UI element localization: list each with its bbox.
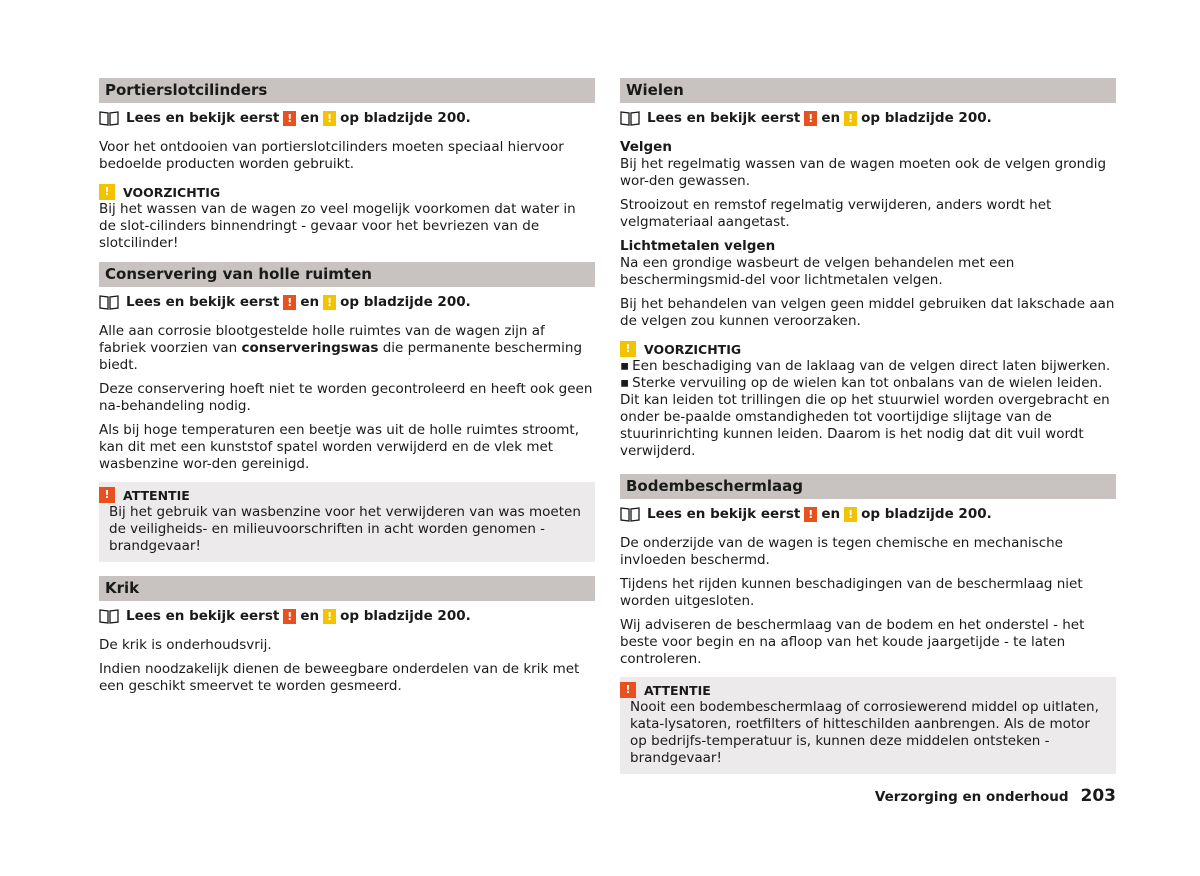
caution-text: Bij het wassen van de wagen zo veel mogelijk voorkomen dat water in de slot-cilinders binnendringt - gevaar voor het bevriezen van de slotcilinder! xyxy=(99,201,576,251)
section-title-krik: Krik xyxy=(99,576,595,601)
reference-line xyxy=(99,109,595,127)
warning-icon: ! xyxy=(283,111,296,126)
warning-text: Nooit een bodembeschermlaag of corrosiewerend middel op uitlaten, kata-lysatoren, roetfilters of hitteschilden aanbrengen. Als de motor op bedrijfs-temperatuur is, kunnen deze middelen ontsteken - brandgevaar! xyxy=(630,699,1099,766)
page-number: 203 xyxy=(1080,786,1116,806)
ref-prefix: Lees en bekijk eerst xyxy=(647,110,801,126)
warning-icon: ! xyxy=(804,507,817,522)
paragraph: De onderzijde van de wagen is tegen chemische en mechanische invloeden beschermd. xyxy=(620,535,1063,568)
caution-label: VOORZICHTIG xyxy=(644,341,742,357)
ref-prefix: Lees en bekijk eerst xyxy=(647,506,801,522)
ref-suffix: op bladzijde 200. xyxy=(340,608,471,624)
warning-box xyxy=(99,482,595,562)
section-title-bodembeschermlaag: Bodembeschermlaag xyxy=(620,474,1116,499)
ref-suffix: op bladzijde 200. xyxy=(861,110,992,126)
caution-icon: ! xyxy=(844,507,857,522)
caution-heading xyxy=(99,183,595,201)
reference-line xyxy=(99,293,595,311)
ref-prefix: Lees en bekijk eerst xyxy=(126,608,280,624)
warning-text: Bij het gebruik van wasbenzine voor het verwijderen van was moeten de veiligheids- en milieuvoorschriften in acht worden genomen - brandgevaar! xyxy=(109,504,581,554)
warning-icon: ! xyxy=(283,609,296,624)
reference-line xyxy=(620,505,1116,523)
paragraph xyxy=(99,323,595,374)
ref-and: en xyxy=(300,294,320,310)
text-run: die permanente bescherming biedt. xyxy=(99,340,583,373)
caution-icon: ! xyxy=(323,111,336,126)
paragraph: De krik is onderhoudsvrij. xyxy=(99,637,272,653)
warning-icon: ! xyxy=(99,487,115,503)
paragraph: Als bij hoge temperaturen een beetje was uit de holle ruimtes stroomt, kan dit met een kunststof spatel worden verwijderd en de vlek met wasbenzine wor-den gereinigd. xyxy=(99,422,580,472)
reference-line xyxy=(620,109,1116,127)
warning-icon: ! xyxy=(620,682,636,698)
ref-suffix: op bladzijde 200. xyxy=(340,110,471,126)
caution-label: VOORZICHTIG xyxy=(123,184,221,200)
reference-line xyxy=(99,607,595,625)
caution-icon: ! xyxy=(620,341,636,357)
paragraph: Bij het behandelen van velgen geen middel gebruiken dat lakschade aan de velgen zou kunnen veroorzaken. xyxy=(620,296,1115,329)
paragraph: Deze conservering hoeft niet te worden gecontroleerd en heeft ook geen na-behandeling nodig. xyxy=(99,381,593,414)
warning-heading xyxy=(99,486,585,504)
ref-and: en xyxy=(821,506,841,522)
section-title-portierslotcilinders: Portierslotcilinders xyxy=(99,78,595,103)
ref-prefix: Lees en bekijk eerst xyxy=(126,110,280,126)
ref-prefix: Lees en bekijk eerst xyxy=(126,294,280,310)
caution-icon: ! xyxy=(99,184,115,200)
ref-and: en xyxy=(300,110,320,126)
paragraph: Wij adviseren de beschermlaag van de bodem en het onderstel - het beste voor begin en na afloop van het koude jaargetijde - te laten controleren. xyxy=(620,617,1085,667)
caution-icon: ! xyxy=(323,295,336,310)
text-run: Alle aan corrosie blootgestelde holle ruimtes van de wagen zijn af fabriek voorzien van xyxy=(99,323,545,356)
paragraph: Bij het regelmatig wassen van de wagen moeten ook de velgen grondig wor-den gewassen. xyxy=(620,156,1107,189)
paragraph: Tijdens het rijden kunnen beschadigingen van de beschermlaag niet worden uitgesloten. xyxy=(620,576,1083,609)
bold-term: conserveringswas xyxy=(241,340,379,356)
warning-heading xyxy=(620,681,1106,699)
book-icon xyxy=(620,506,640,522)
warning-icon: ! xyxy=(283,295,296,310)
warning-icon: ! xyxy=(804,111,817,126)
book-icon xyxy=(620,110,640,126)
page-footer xyxy=(875,786,1116,806)
right-column xyxy=(620,78,1116,774)
paragraph: Strooizout en remstof regelmatig verwijderen, anders wordt het velgmateriaal aangetast. xyxy=(620,197,1052,230)
ref-and: en xyxy=(300,608,320,624)
book-icon xyxy=(99,110,119,126)
paragraph: Indien noodzakelijk dienen de beweegbare onderdelen van de krik met een geschikt smeervet te worden gesmeerd. xyxy=(99,661,580,694)
list-item: ▪ Sterke vervuiling op de wielen kan tot onbalans van de wielen leiden. Dit kan leiden tot trillingen die op het stuurwiel worden overgebracht en onder be-paalde omstandigheden tot voortijdige slijtage van de stuurinrichting kunnen leiden. Daarom is het nodig dat dit vuil wordt verwijderd. xyxy=(620,375,1116,460)
paragraph: Voor het ontdooien van portierslotcilinders moeten speciaal hiervoor bedoelde producten worden gebruikt. xyxy=(99,139,564,172)
ref-and: en xyxy=(821,110,841,126)
section-title-wielen: Wielen xyxy=(620,78,1116,103)
warning-label: ATTENTIE xyxy=(123,487,190,503)
ref-suffix: op bladzijde 200. xyxy=(340,294,471,310)
list-item: ▪ Een beschadiging van de laklaag van de velgen direct laten bijwerken. xyxy=(620,358,1116,375)
left-column xyxy=(99,78,595,702)
book-icon xyxy=(99,294,119,310)
subheading-velgen: Velgen xyxy=(620,139,672,155)
subheading-lichtmetalen-velgen: Lichtmetalen velgen xyxy=(620,238,776,254)
book-icon xyxy=(99,608,119,624)
caution-list xyxy=(620,358,1116,460)
warning-label: ATTENTIE xyxy=(644,682,711,698)
caution-icon: ! xyxy=(323,609,336,624)
caution-heading xyxy=(620,340,1116,358)
chapter-title: Verzorging en onderhoud xyxy=(874,789,1069,805)
paragraph: Na een grondige wasbeurt de velgen behandelen met een beschermingsmid-del voor lichtmetalen velgen. xyxy=(620,255,1015,288)
section-title-conservering: Conservering van holle ruimten xyxy=(99,262,595,287)
caution-icon: ! xyxy=(844,111,857,126)
warning-box xyxy=(620,677,1116,774)
ref-suffix: op bladzijde 200. xyxy=(861,506,992,522)
